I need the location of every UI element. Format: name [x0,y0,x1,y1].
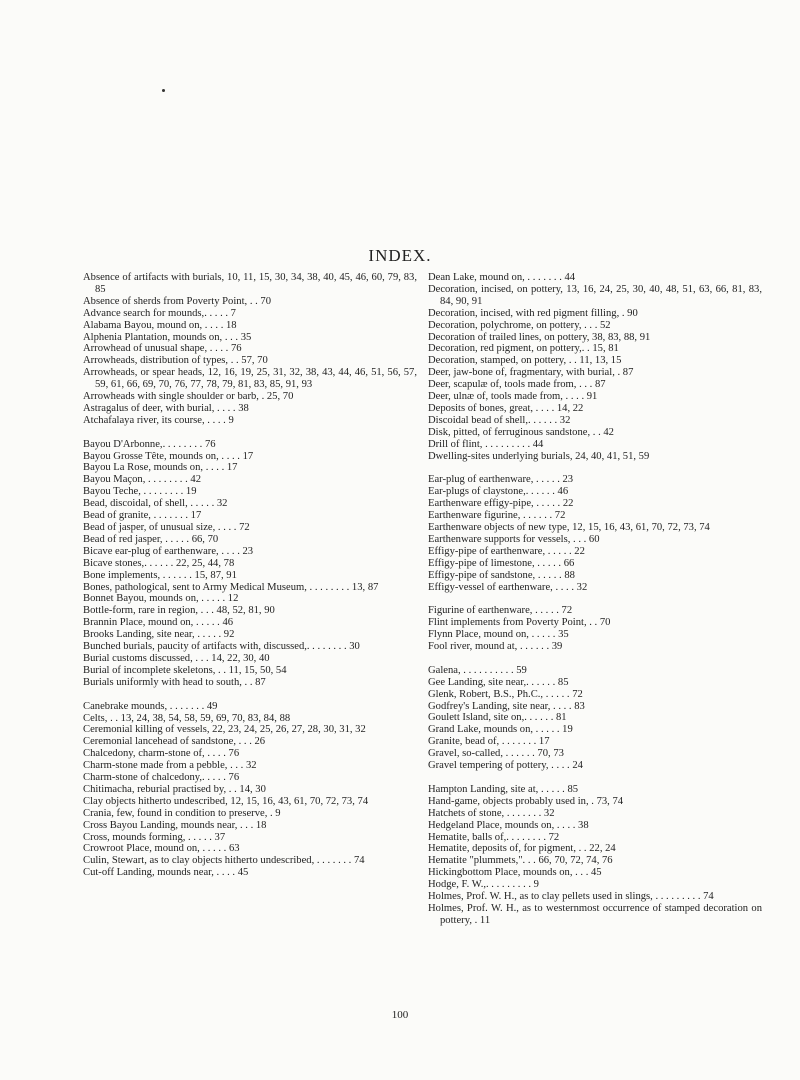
index-entry: Holmes, Prof. W. H., as to clay pellets used in slings, . . . . . . . . . 74 [428,891,714,903]
index-entry: Galena, . . . . . . . . . . 59 [428,664,527,676]
index-entry: Bone implements, . . . . . . 15, 87, 91 [83,569,237,581]
index-entry: Hematite "plummets,". . . 66, 70, 72, 74, 76 [428,855,613,867]
index-entry: Deer, ulnæ of, tools made from, . . . . 91 [428,391,598,403]
letter-group-gap [428,463,762,475]
index-entry: Ear-plug of earthenware, . . . . . 23 [428,474,574,486]
index-entry: Hematite, deposits of, for pigment, . . 22, 24 [428,843,616,855]
index-entry: Culin, Stewart, as to clay objects hitherto undescribed, . . . . . . . 74 [83,855,365,867]
index-entry: Decoration, red pigment, on pottery,. . 15, 81 [428,343,619,355]
index-entry: Godfrey's Landing, site near, . . . . 83 [428,700,585,712]
index-entry: Bead of red jasper, . . . . . 66, 70 [83,533,219,545]
index-entry: Deer, scapulæ of, tools made from, . . . 87 [428,379,606,391]
index-entry: Dwelling-sites underlying burials, 24, 40, 41, 51, 59 [428,450,650,462]
letter-group-gap [428,593,762,605]
index-entry: Burial customs discussed, . . . 14, 22, 30, 40 [83,652,270,664]
index-entry: Deer, jaw-bone of, fragmentary, with burial, . 87 [428,367,634,379]
index-entry: Decoration, incised, on pottery, 13, 16, 24, 25, 30, 40, 48, 51, 63, 66, 81, 83, 84, 90, 91 [428,283,762,307]
index-entry: Charm-stone of chalcedony,. . . . . 76 [83,772,240,784]
index-entry: Bayou Grosse Tête, mounds on, . . . . 17 [83,450,254,462]
index-entry: Decoration of trailed lines, on pottery, 38, 83, 88, 91 [428,331,651,343]
index-entry: Decoration, polychrome, on pottery, . . . 52 [428,319,611,331]
index-entry: Brannin Place, mound on, . . . . . 46 [83,617,234,629]
index-entry: Atchafalaya river, its course, . . . . 9 [83,414,234,426]
index-entry: Clay objects hitherto undescribed, 12, 15, 16, 43, 61, 70, 72, 73, 74 [83,795,369,807]
index-entry: Bead of granite, . . . . . . . 17 [83,510,202,522]
index-entry: Bottle-form, rare in region, . . . 48, 52, 81, 90 [83,605,275,617]
index-entry: Absence of artifacts with burials, 10, 11, 15, 30, 34, 38, 40, 45, 46, 60, 79, 83, 85 [83,272,417,295]
index-entry: Earthenware effigy-pipe, . . . . . 22 [428,498,574,510]
index-entry: Bead of jasper, of unusual size, . . . . 72 [83,522,250,534]
index-entry: Bicave stones,. . . . . . 22, 25, 44, 78 [83,557,235,569]
index-entry: Earthenware figurine, . . . . . . 72 [428,510,566,522]
letter-group-gap [428,772,762,784]
index-entry: Effigy-pipe of sandstone, . . . . . 88 [428,569,575,581]
index-entry: Earthenware objects of new type, 12, 15, 16, 43, 61, 70, 72, 73, 74 [428,522,710,534]
index-entry: Disk, pitted, of ferruginous sandstone, . . 42 [428,426,614,438]
index-entry: Fool river, mound at, . . . . . . 39 [428,641,563,653]
index-entry: Brooks Landing, site near, . . . . . 92 [83,629,235,641]
index-entry: Bayou D'Arbonne,. . . . . . . . 76 [83,438,216,450]
index-entry: Arrowheads, or spear heads, 12, 16, 19, 25, 31, 32, 38, 43, 44, 46, 51, 56, 57, 59, 61, 66, 69, 70, 76, 77, 78, 79, 81, 83, 85, 91, 93 [83,367,417,391]
index-entry: Absence of sherds from Poverty Point, . . 70 [83,295,272,307]
index-entry: Bones, pathological, sent to Army Medical Museum, . . . . . . . . 13, 87 [83,581,379,593]
index-entry: Gravel, so-called, . . . . . . 70, 73 [428,748,564,760]
index-entry: Bayou La Rose, mounds on, . . . . 17 [83,462,238,474]
index-entry: Crowroot Place, mound on, . . . . . 63 [83,843,240,855]
index-entry: Cut-off Landing, mounds near, . . . . 45 [83,867,249,879]
index-entry: Burials uniformly with head to south, . . 87 [83,676,266,688]
index-entry: Advance search for mounds,. . . . . 7 [83,307,236,319]
index-entry: Decoration, incised, with red pigment filling, . 90 [428,307,638,319]
index-entry: Effigy-vessel of earthenware, . . . . 32 [428,581,588,593]
index-column-left [83,272,417,879]
index-entry: Earthenware supports for vessels, . . . 60 [428,533,600,545]
index-entry: Bayou Maçon, . . . . . . . . 42 [83,474,201,486]
index-entry: Alphenia Plantation, mounds on, . . . 35 [83,331,252,343]
index-entry: Flynn Place, mound on, . . . . . 35 [428,629,569,641]
letter-group-gap [83,689,417,701]
letter-group-gap [83,427,417,439]
index-entry: Hampton Landing, site at, . . . . . 85 [428,783,579,795]
index-entry: Flint implements from Poverty Point, . . 70 [428,617,611,629]
index-entry: Cross Bayou Landing, mounds near, . . . 18 [83,819,267,831]
index-entry: Figurine of earthenware, . . . . . 72 [428,605,573,617]
index-entry: Astragalus of deer, with burial, . . . . 38 [83,402,249,414]
index-entry: Ceremonial killing of vessels, 22, 23, 24, 25, 26, 27, 28, 30, 31, 32 [83,724,366,736]
index-entry: Bunched burials, paucity of artifacts with, discussed,. . . . . . . . 30 [83,641,360,653]
index-entry: Hickingbottom Place, mounds on, . . . 45 [428,867,602,879]
index-entry: Drill of flint, . . . . . . . . . 44 [428,438,544,450]
index-entry: Arrowhead of unusual shape, . . . . 76 [83,343,242,355]
index-entry: Burial of incomplete skeletons, . . 11, 15, 50, 54 [83,664,287,676]
index-entry: Dean Lake, mound on, . . . . . . . 44 [428,272,576,283]
index-entry: Hodge, F. W.,. . . . . . . . . 9 [428,879,539,891]
index-entry: Bead, discoidal, of shell, . . . . . 32 [83,498,228,510]
index-entry: Glenk, Robert, B.S., Ph.C., . . . . . 72 [428,688,583,700]
index-entry: Chalcedony, charm-stone of, . . . . 76 [83,748,240,760]
index-entry: Crania, few, found in condition to preserve, . 9 [83,807,281,819]
index-entry: Canebrake mounds, . . . . . . . 49 [83,700,218,712]
index-entry: Goulett Island, site on,. . . . . . 81 [428,712,567,724]
index-entry: Charm-stone made from a pebble, . . . 32 [83,760,257,772]
index-entry: Hand-game, objects probably used in, . 73, 74 [428,795,624,807]
index-entry: Ceremonial lancehead of sandstone, . . . 26 [83,736,266,748]
index-entry: Hedgeland Place, mounds on, . . . . 38 [428,819,589,831]
page-title: INDEX. [368,246,432,265]
index-entry: Hematite, balls of,. . . . . . . . 72 [428,831,560,843]
index-entry: Granite, bead of, . . . . . . . 17 [428,736,550,748]
letter-group-gap [428,653,762,665]
index-entry: Arrowheads with single shoulder or barb, . 25, 70 [83,391,294,403]
index-entry: Alabama Bayou, mound on, . . . . 18 [83,319,237,331]
index-entry: Ear-plugs of claystone,. . . . . . 46 [428,486,569,498]
index-entry: Decoration, stamped, on pottery, . . 11, 13, 15 [428,355,622,367]
index-entry: Cross, mounds forming, . . . . . 37 [83,831,226,843]
index-entry: Bicave ear-plug of earthenware, . . . . 23 [83,545,254,557]
index-entry: Bonnet Bayou, mounds on, . . . . . 12 [83,593,239,605]
index-entry: Hatchets of stone, . . . . . . . 32 [428,807,555,819]
index-entry: Effigy-pipe of limestone, . . . . . 66 [428,557,575,569]
index-entry: Holmes, Prof. W. H., as to westernmost occurrence of stamped decoration on pottery, . 11 [428,902,762,926]
index-column-right [428,272,762,927]
index-entry: Arrowheads, distribution of types, . . 57, 70 [83,355,268,367]
index-entry: Deposits of bones, great, . . . . 14, 22 [428,402,584,414]
index-entry: Gee Landing, site near,. . . . . . 85 [428,676,569,688]
index-entry: Gravel tempering of pottery, . . . . 24 [428,760,583,772]
page-speck [162,89,165,92]
index-entry: Chitimacha, reburial practised by, . . 14, 30 [83,783,266,795]
index-entry: Grand Lake, mounds on, . . . . . 19 [428,724,573,736]
index-entry: Celts, . . 13, 24, 38, 54, 58, 59, 69, 70, 83, 84, 88 [83,712,291,724]
page-number: 100 [391,1009,409,1021]
index-entry: Effigy-pipe of earthenware, . . . . . 22 [428,545,585,557]
index-entry: Bayou Teche, . . . . . . . . 19 [83,486,197,498]
index-entry: Discoidal bead of shell,. . . . . . 32 [428,414,571,426]
